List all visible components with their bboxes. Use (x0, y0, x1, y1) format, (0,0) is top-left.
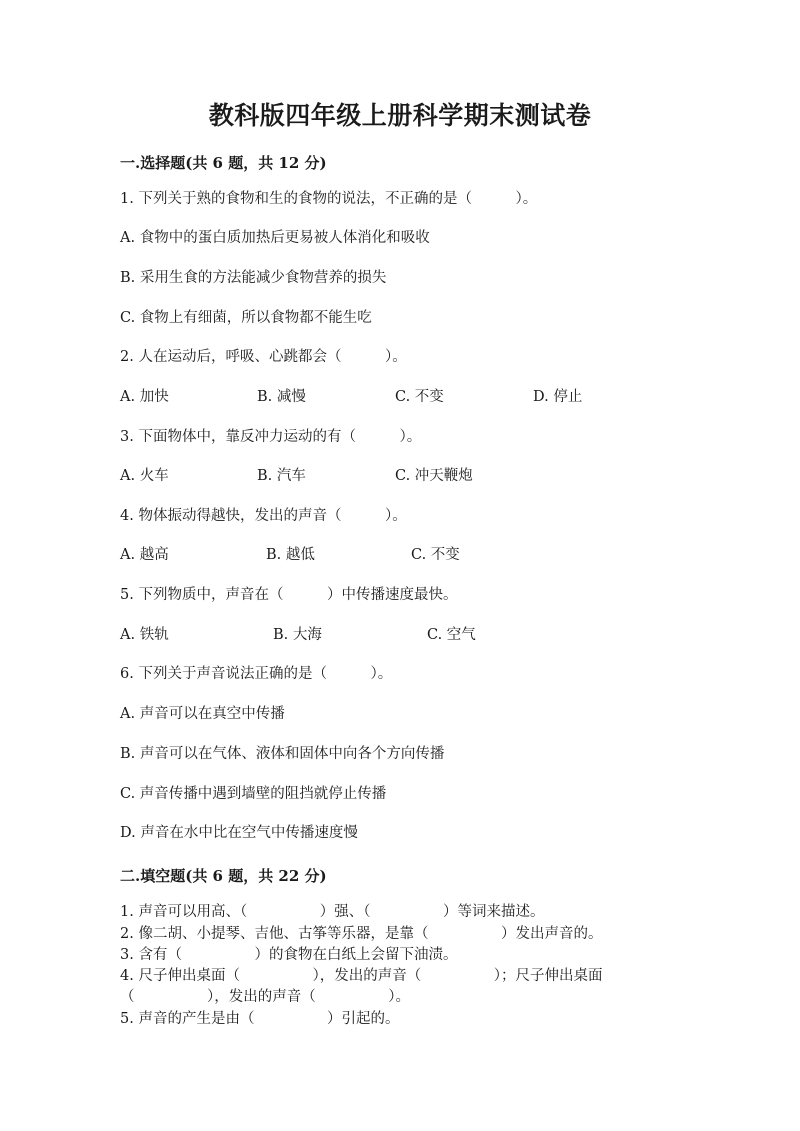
question-5-option-b: B. 大海 (273, 627, 322, 643)
fill-line-5: 5. 声音的产生是由（ ）引起的。 (120, 1011, 400, 1027)
question-1-option-c: C. 食物上有细菌，所以食物都不能生吃 (120, 310, 372, 326)
fill-line-4-continued: （ ），发出的声音（ ）。 (120, 989, 410, 1005)
fill-line-1: 1. 声音可以用高、（ ）强、（ ）等词来描述。 (120, 904, 545, 920)
question-5-stem: 5. 下列物质中，声音在（ ）中传播速度最快。 (120, 587, 458, 603)
question-6-option-b: B. 声音可以在气体、液体和固体中向各个方向传播 (120, 746, 445, 762)
question-1-option-b: B. 采用生食的方法能减少食物营养的损失 (120, 270, 387, 286)
question-6-stem: 6. 下列关于声音说法正确的是（ ）。 (120, 666, 393, 682)
question-5-option-a: A. 铁轨 (120, 627, 169, 643)
question-1-stem: 1. 下列关于熟的食物和生的食物的说法，不正确的是（ ）。 (120, 191, 538, 207)
question-5-option-c: C. 空气 (427, 627, 476, 643)
question-3-option-a: A. 火车 (120, 468, 169, 484)
section-heading-fill: 二.填空题(共 6 题，共 22 分) (120, 867, 327, 885)
question-4-option-b: B. 越低 (266, 547, 315, 563)
page-title: 教科版四年级上册科学期末测试卷 (208, 101, 592, 130)
question-2-option-a: A. 加快 (120, 389, 169, 405)
question-4-stem: 4. 物体振动得越快，发出的声音（ ）。 (120, 508, 407, 524)
question-4-option-c: C. 不变 (411, 547, 460, 563)
section-heading-choice: 一.选择题(共 6 题，共 12 分) (120, 154, 327, 172)
question-3-stem: 3. 下面物体中，靠反冲力运动的有（ ）。 (120, 429, 422, 445)
question-2-option-c: C. 不变 (395, 389, 444, 405)
question-3-option-c: C. 冲天鞭炮 (395, 468, 473, 484)
question-6-option-c: C. 声音传播中遇到墙壁的阻挡就停止传播 (120, 786, 387, 802)
question-3-option-b: B. 汽车 (257, 468, 306, 484)
question-1-option-a: A. 食物中的蛋白质加热后更易被人体消化和吸收 (120, 230, 430, 246)
question-2-option-b: B. 减慢 (257, 389, 306, 405)
fill-line-3: 3. 含有（ ）的食物在白纸上会留下油渍。 (120, 947, 458, 963)
question-6-option-a: A. 声音可以在真空中传播 (120, 706, 285, 722)
fill-line-4: 4. 尺子伸出桌面（ ），发出的声音（ ）；尺子伸出桌面 (120, 968, 603, 984)
question-2-option-d: D. 停止 (533, 389, 583, 405)
question-2-stem: 2. 人在运动后，呼吸、心跳都会（ ）。 (120, 349, 407, 365)
question-4-option-a: A. 越高 (120, 547, 169, 563)
fill-line-2: 2. 像二胡、小提琴、吉他、古筝等乐器，是靠（ ）发出声音的。 (120, 926, 603, 942)
question-6-option-d: D. 声音在水中比在空气中传播速度慢 (120, 825, 358, 841)
